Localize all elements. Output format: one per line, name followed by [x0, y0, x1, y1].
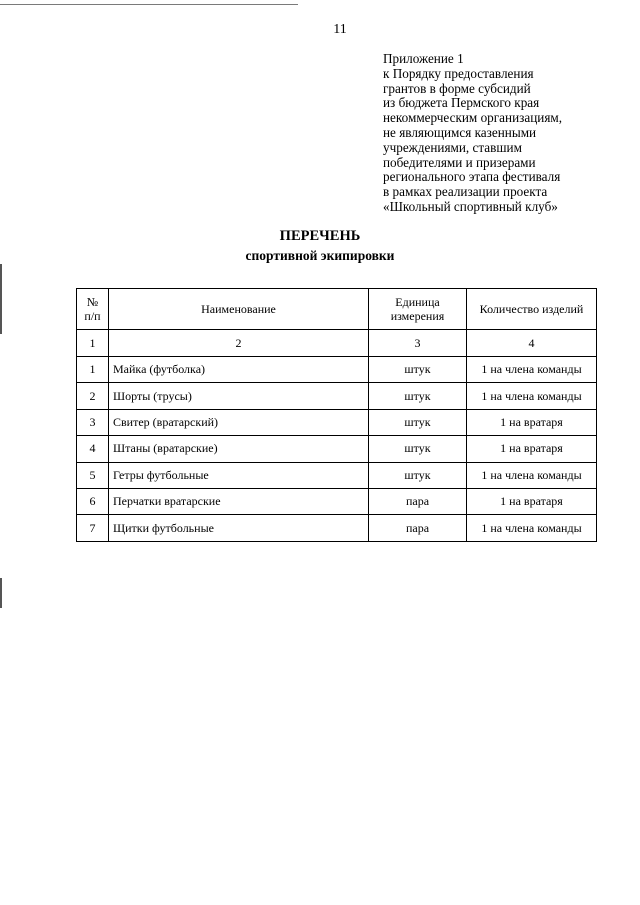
table-row — [77, 357, 597, 383]
cell-name: Свитер (вратарский) — [109, 409, 369, 435]
table-row — [77, 409, 597, 435]
appendix-line: учреждениями, ставшим — [383, 139, 522, 155]
cell-num: 5 — [77, 462, 109, 488]
table-row — [77, 462, 597, 488]
cell-name: Штаны (вратарские) — [109, 436, 369, 462]
cell-name: Майка (футболка) — [109, 357, 369, 383]
cell-qty: 1 на члена команды — [467, 383, 597, 409]
cell-name: Шорты (трусы) — [109, 383, 369, 409]
document-subtitle: спортивной экипировки — [245, 248, 395, 263]
header-unit: Единица измерения — [369, 289, 467, 330]
cell-unit: пара — [369, 515, 467, 541]
appendix-line: не являющимся казенными — [383, 124, 537, 140]
appendix-line: некоммерческим организациям, — [383, 110, 563, 126]
cell-num: 6 — [77, 488, 109, 514]
column-number: 4 — [467, 330, 597, 357]
table-row — [77, 383, 597, 409]
table-row — [77, 436, 597, 462]
cell-unit: штук — [369, 357, 467, 383]
table-row — [77, 515, 597, 541]
table-row — [77, 488, 597, 514]
column-number-row — [77, 330, 597, 357]
column-number: 1 — [77, 330, 109, 357]
document-title: ПЕРЕЧЕНЬ — [279, 228, 361, 244]
cell-qty: 1 на члена команды — [467, 357, 597, 383]
appendix-line: из бюджета Пермского края — [383, 95, 540, 111]
cell-qty: 1 на члена команды — [467, 462, 597, 488]
cell-name: Щитки футбольные — [109, 515, 369, 541]
scan-edge-mark — [0, 578, 2, 608]
scan-edge-mark — [0, 264, 2, 334]
page-number: 11 — [333, 22, 347, 37]
header-qty: Количество изделий — [467, 289, 597, 330]
cell-unit: штук — [369, 436, 467, 462]
cell-qty: 1 на члена команды — [467, 515, 597, 541]
cell-unit: штук — [369, 462, 467, 488]
cell-num: 2 — [77, 383, 109, 409]
cell-qty: 1 на вратаря — [467, 409, 597, 435]
cell-num: 4 — [77, 436, 109, 462]
appendix-line: Приложение 1 — [383, 51, 464, 66]
appendix-line: грантов в форме субсидий — [383, 80, 531, 96]
appendix-line: к Порядку предоставления — [383, 65, 534, 81]
appendix-line: «Школьный спортивный клуб» — [383, 198, 558, 214]
cell-qty: 1 на вратаря — [467, 436, 597, 462]
scan-top-rule — [0, 4, 298, 5]
cell-num: 7 — [77, 515, 109, 541]
equipment-table — [76, 288, 597, 542]
cell-num: 1 — [77, 357, 109, 383]
appendix-line: регионального этапа фестиваля — [383, 169, 561, 185]
cell-name: Перчатки вратарские — [109, 488, 369, 514]
table-header-row — [77, 289, 597, 330]
cell-num: 3 — [77, 409, 109, 435]
cell-unit: штук — [369, 383, 467, 409]
appendix-line: победителями и призерами — [383, 154, 536, 170]
appendix-header — [383, 52, 633, 215]
cell-name: Гетры футбольные — [109, 462, 369, 488]
header-name: Наименование — [109, 289, 369, 330]
cell-unit: штук — [369, 409, 467, 435]
header-num: № п/п — [77, 289, 109, 330]
cell-unit: пара — [369, 488, 467, 514]
cell-qty: 1 на вратаря — [467, 488, 597, 514]
column-number: 2 — [109, 330, 369, 357]
appendix-line: в рамках реализации проекта — [383, 184, 548, 200]
column-number: 3 — [369, 330, 467, 357]
